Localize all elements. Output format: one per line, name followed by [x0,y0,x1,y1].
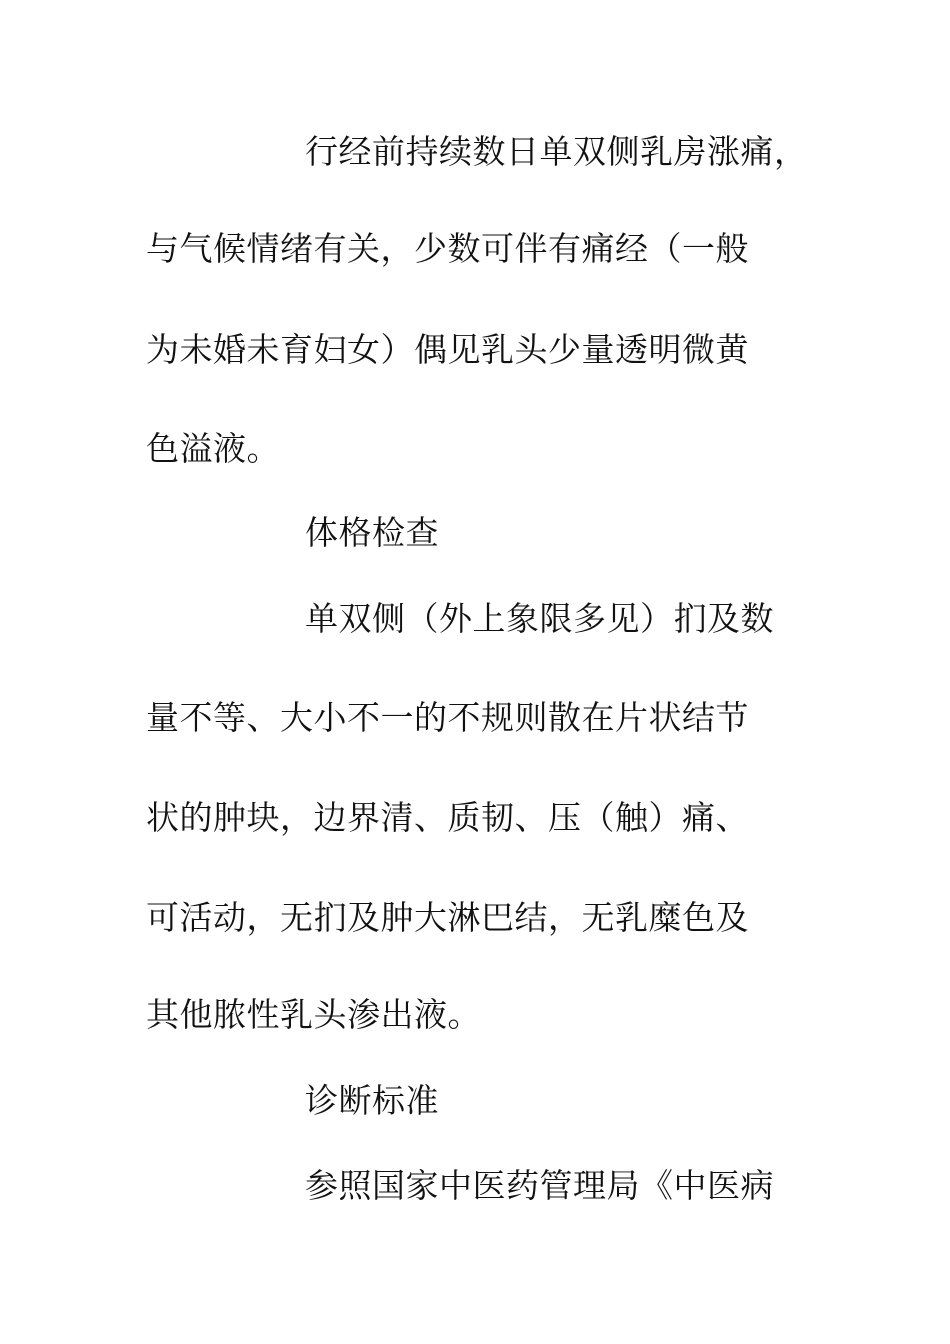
section-heading: 体格检查 [305,513,439,552]
paragraph-line: 行经前持续数日单双侧乳房涨痛， [305,132,808,171]
paragraph-line: 为未婚未育妇女）偶见乳头少量透明微黄 [146,330,749,369]
paragraph-line: 可活动，无扪及肿大淋巴结，无乳糜色及 [146,898,749,937]
paragraph-line: 其他脓性乳头渗出液。 [146,995,481,1034]
paragraph-line: 与气候情绪有关，少数可伴有痛经（一般 [146,229,749,268]
paragraph-line: 色溢液。 [146,429,280,468]
paragraph-line: 单双侧（外上象限多见）扪及数 [305,599,774,638]
paragraph-line: 参照国家中医药管理局《中医病 [305,1166,774,1205]
paragraph-line: 状的肿块，边界清、质韧、压（触）痛、 [146,798,749,837]
paragraph-line: 量不等、大小不一的不规则散在片状结节 [146,698,749,737]
section-heading: 诊断标准 [305,1081,439,1120]
